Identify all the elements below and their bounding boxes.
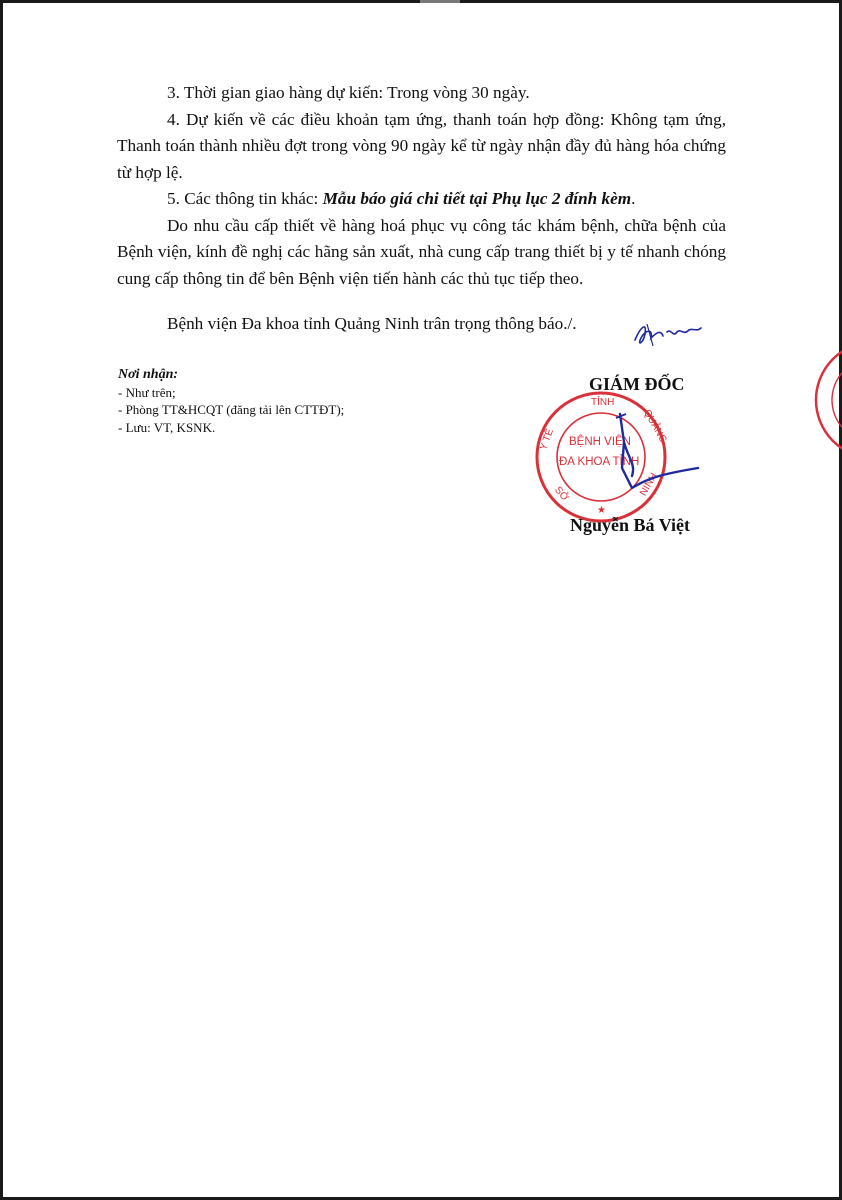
- recipient-item: - Lưu: VT, KSNK.: [118, 419, 216, 435]
- paragraph-delivery-time: 3. Thời gian giao hàng dự kiến: Trong vòng 30 ngày.: [167, 83, 530, 102]
- stamp-ring-bottom-left: SỞ: [552, 484, 571, 504]
- closing-line: Bệnh viện Đa khoa tỉnh Quảng Ninh trân trọng thông báo./.: [167, 314, 577, 333]
- recipient-item: - Phòng TT&HCQT (đăng tải lên CTTĐT);: [118, 402, 345, 417]
- recipient-item: - Như trên;: [118, 384, 176, 400]
- initials-signature: [627, 316, 707, 350]
- stamp-ring-right: QUẢNG: [640, 407, 669, 446]
- paragraph-payment-terms: 4. Dự kiến về các điều khoản tạm ứng, thanh toán hợp đồng: Không tạm ứng, Thanh toán thành nhiều đợt trong vòng 90 ngày kể từ ngày nhận đầy đủ hàng hóa chứng từ hợp lệ.: [117, 109, 726, 182]
- other-info-end: .: [631, 189, 636, 208]
- paragraph-other-info: [117, 186, 726, 213]
- partial-stamp-edge: [812, 338, 842, 462]
- director-signature: [606, 408, 706, 508]
- stamp-ring-left: Y TẾ: [538, 427, 556, 452]
- recipients-block: [118, 366, 344, 436]
- paragraph-request: Do nhu cầu cấp thiết về hàng hoá phục vụ công tác khám bệnh, chữa bệnh của Bệnh viện, kính đề nghị các hãng sản xuất, nhà cung cấp trang thiết bị y tế nhanh chóng cung cấp thông tin để bên Bệnh viện tiến hành các thủ tục tiếp theo.: [117, 215, 726, 288]
- document-body: [117, 80, 726, 292]
- scan-mark: [420, 0, 460, 3]
- stamp-ring-top: TỈNH: [591, 397, 615, 408]
- other-info-prefix: 5. Các thông tin khác:: [167, 189, 323, 208]
- other-info-emphasis: Mẫu báo giá chi tiết tại Phụ lục 2 đính kèm: [322, 189, 632, 208]
- signer-name: Nguyễn Bá Việt: [570, 515, 691, 535]
- stamp-center-line1: BỆNH VIỆN: [569, 436, 631, 448]
- stamp-star-icon: ★: [597, 505, 606, 516]
- recipients-title: Nơi nhận:: [118, 367, 179, 382]
- stamp-center-line2: ĐA KHOA TỈNH: [559, 456, 640, 468]
- stamp-ring-bottom-right: NINH: [638, 471, 660, 498]
- signer-title: GIÁM ĐỐC: [589, 374, 685, 394]
